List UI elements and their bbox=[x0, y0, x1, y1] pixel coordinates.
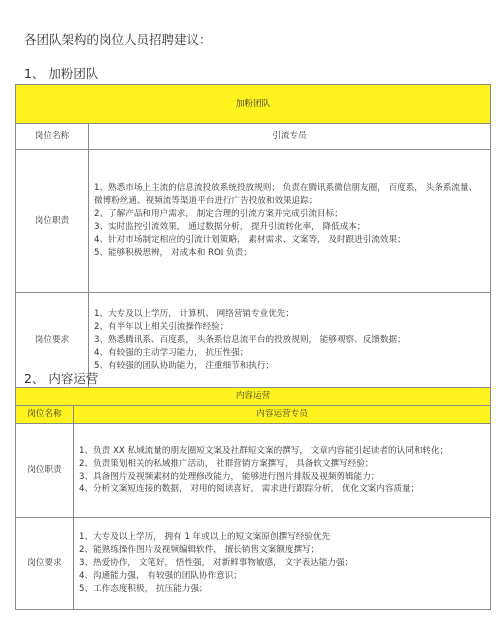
list-item: 1、大专及以上学历， 计算机、 网络营销专业优先； bbox=[94, 309, 294, 320]
col-header-role: 引流专员 bbox=[89, 124, 491, 150]
duties-list bbox=[89, 150, 491, 293]
list-item: 2、了解产品和用户需求， 制定合理的引流方案并完成引流目标； bbox=[94, 209, 343, 220]
list-item: 1、大专及以上学历， 拥有 1 年或以上的短文案原创撰写经验优先 bbox=[79, 532, 331, 543]
content-ops-table bbox=[15, 387, 491, 610]
intro-text: 各团队架构的岗位人员招聘建议： bbox=[24, 32, 212, 47]
col-header-role: 内容运营专员 bbox=[74, 406, 491, 424]
col-header-position: 岗位名称 bbox=[16, 124, 89, 150]
list-item: 5、工作态度积极， 抗压能力强； bbox=[79, 583, 208, 594]
list-item: 4、沟通能力强， 有较强的团队协作意识； bbox=[79, 570, 242, 581]
section-heading-content-ops: 2、 内容运营 bbox=[24, 371, 99, 386]
list-item: 2、负责策划相关的私域推广活动， 社群营销方案撰写， 具备软文撰写经验； bbox=[79, 458, 374, 469]
duties-label: 岗位职责 bbox=[16, 424, 74, 518]
fans-team-table bbox=[15, 84, 491, 389]
requirements-label: 岗位要求 bbox=[16, 518, 74, 610]
requirements-list bbox=[74, 518, 491, 610]
requirements-list bbox=[89, 293, 491, 389]
section-heading-fans-team: 1、 加粉团队 bbox=[24, 66, 99, 81]
list-item: 4、分析文案短连接的数据， 对用的阅读喜好， 需求进行跟踪分析， 优化文案内容质量； bbox=[79, 484, 420, 495]
list-item: 4、针对市场制定相应的引流计划策略， 素材需求、文案等， 及时跟进引流效果； bbox=[94, 234, 406, 245]
list-item: 2、能熟练操作图片及视频编辑软件， 擅长销售文案额度撰写； bbox=[79, 545, 320, 556]
list-item: 3、热爱协作， 文笔好， 悟性强， 对新鲜事物敏感， 文字表达能力强； bbox=[79, 558, 354, 569]
duties-list bbox=[74, 424, 491, 518]
list-item: 3、实时监控引流效果， 通过数据分析， 提升引流转化率， 降低成本； bbox=[94, 222, 366, 232]
list-item: 5、有较强的团队协助能力， 注重细节和执行； bbox=[94, 360, 275, 371]
table-title: 加粉团队 bbox=[16, 85, 491, 124]
list-item: 1、熟悉市场上主流的信息流投放系统投放规则； 负责在腾讯系微信朋友圈， 百度系， 头条系流量、微博粉丝通、视频流等渠道平台进行广告投放和效果追踪； bbox=[94, 183, 478, 207]
list-item: 3、具备图片及视频素材的处理修改能力， 能够进行图片排版及视频剪辑能力； bbox=[79, 471, 380, 482]
list-item: 3、熟悉腾讯系、百度系， 头条系信息流平台的投放规则， 能够观察、反馈数据； bbox=[94, 335, 406, 346]
requirements-label: 岗位要求 bbox=[16, 293, 89, 389]
col-header-position: 岗位名称 bbox=[16, 406, 74, 424]
list-item: 1、负责 XX 私域流量的朋友圈短文案及社群短文案的撰写， 文章内容能引起读者的认同和转化； bbox=[79, 445, 449, 456]
list-item: 5、能够积极思辨， 对成本和 ROI 负责； bbox=[94, 247, 252, 258]
list-item: 2、有半年以上相关引流操作经验； bbox=[94, 322, 229, 333]
table-title: 内容运营 bbox=[16, 388, 491, 406]
duties-label: 岗位职责 bbox=[16, 150, 89, 293]
list-item: 4、有较强的主动学习能力， 抗压性强； bbox=[94, 347, 249, 358]
